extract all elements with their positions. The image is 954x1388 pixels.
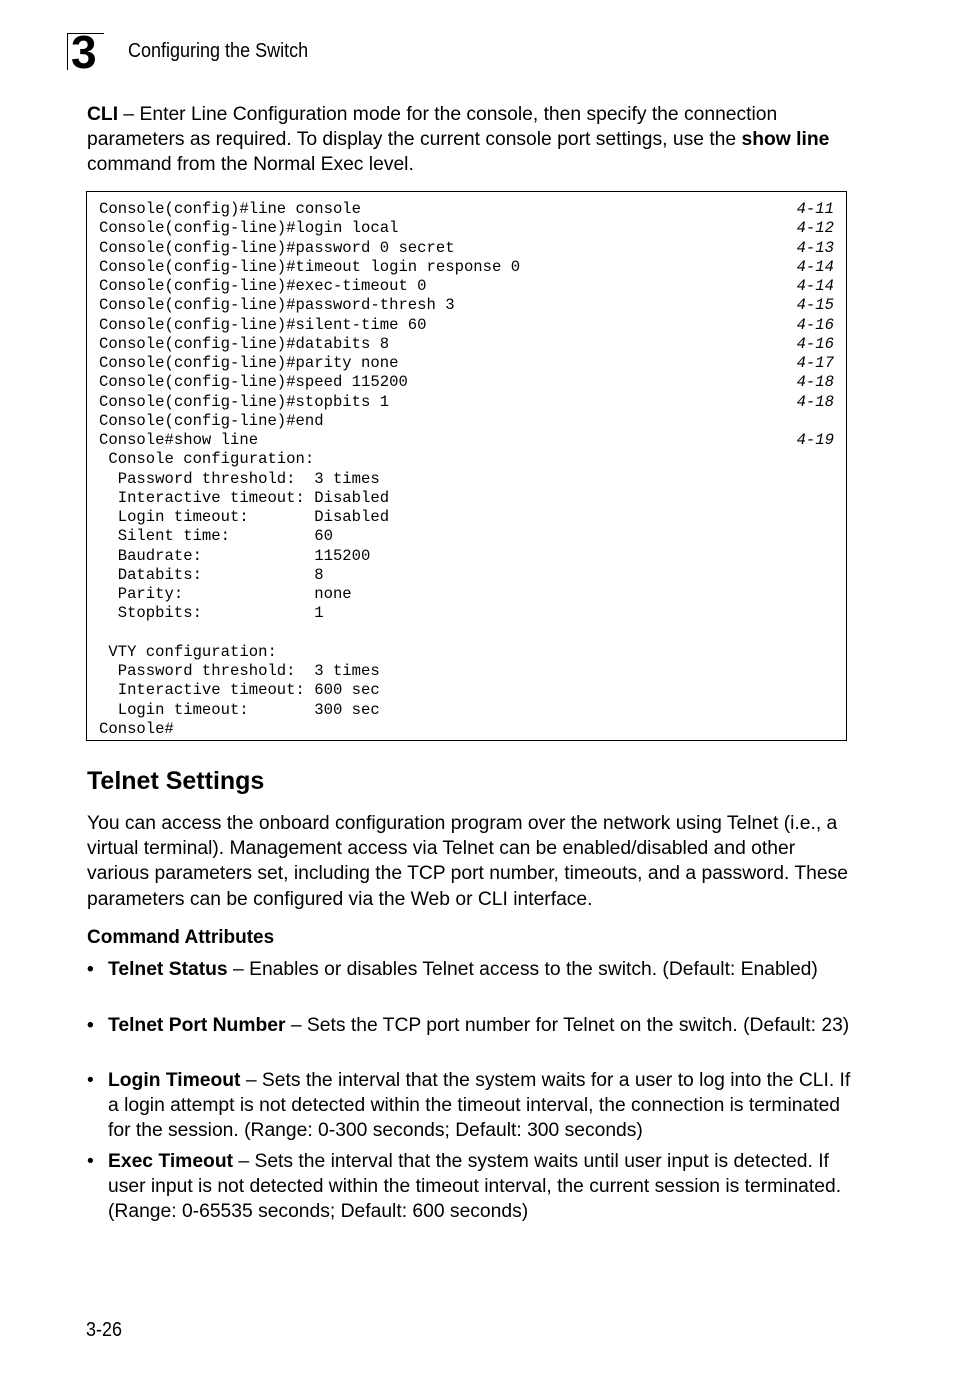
code-line	[99, 277, 834, 296]
code-text: Console(config-line)#login local	[99, 219, 399, 238]
bullet-marker: •	[87, 959, 94, 980]
code-text: Console#	[99, 719, 174, 738]
code-line	[99, 431, 834, 450]
intro-command: show line	[741, 129, 830, 151]
bullet-term: Exec Timeout	[108, 1151, 234, 1172]
page-number: 3-26	[86, 1319, 123, 1341]
code-line	[99, 624, 834, 643]
code-line	[99, 393, 834, 412]
code-line	[99, 412, 834, 431]
code-text: Console(config-line)#password 0 secret	[99, 238, 455, 257]
intro-paragraph	[87, 102, 857, 178]
code-page-reference: 4-16	[796, 315, 834, 334]
code-page-reference: 4-17	[796, 354, 834, 372]
code-line	[99, 643, 834, 662]
bullet-term: Login Timeout	[108, 1070, 241, 1091]
code-line	[99, 527, 834, 546]
code-page-reference: 4-19	[796, 431, 834, 449]
code-text: Console(config)#line console	[99, 200, 362, 218]
code-text: Console(config-line)#databits 8	[99, 334, 390, 353]
code-text: Interactive timeout: Disabled	[99, 488, 390, 507]
code-line	[99, 604, 834, 623]
code-page-reference: 4-13	[796, 238, 834, 257]
cli-example-box	[86, 191, 847, 741]
bullet-description: – Enables or disables Telnet access to the switch. (Default: Enabled)	[227, 959, 818, 980]
code-text: Baudrate: 115200	[99, 546, 371, 565]
code-line	[99, 200, 834, 219]
code-line	[99, 296, 834, 315]
code-page-reference: 4-12	[796, 219, 834, 238]
code-line	[99, 720, 834, 739]
section-paragraph: You can access the onboard configuration program over the network using Telnet (i.e., a virtual terminal). Management access via Telnet can be enabled/disabled and other various parameters set, including the TCP port number, timeouts, and a password. These parameters can be configured via the Web or CLI interface.	[87, 813, 848, 910]
attributes-heading: Command Attributes	[87, 927, 275, 948]
code-page-reference: 4-14	[796, 257, 834, 276]
code-text: Console(config-line)#password-thresh 3	[99, 296, 455, 315]
code-line	[99, 508, 834, 527]
code-line	[99, 335, 834, 354]
code-line	[99, 450, 834, 469]
code-text: Silent time: 60	[99, 527, 333, 546]
bullet-marker: •	[87, 1151, 94, 1172]
code-text: VTY configuration:	[99, 642, 277, 661]
code-line	[99, 239, 834, 258]
code-text: Console(config-line)#end	[99, 411, 324, 430]
code-text: Console(config-line)#stopbits 1	[99, 392, 390, 411]
code-line	[99, 489, 834, 508]
code-text: Password threshold: 3 times	[99, 469, 380, 488]
code-text: Parity: none	[99, 585, 352, 603]
code-text: Databits: 8	[99, 565, 324, 584]
code-text: Login timeout: 300 sec	[99, 700, 380, 719]
code-line	[99, 701, 834, 720]
bullet-marker: •	[87, 1015, 94, 1036]
code-page-reference: 4-15	[796, 296, 834, 315]
code-text: Console(config-line)#timeout login response 0	[99, 257, 521, 276]
code-line	[99, 258, 834, 277]
bullet-marker: •	[87, 1070, 94, 1091]
code-text: Interactive timeout: 600 sec	[99, 681, 380, 700]
code-text: Console(config-line)#speed 115200	[99, 373, 408, 392]
intro-text-2: command from the Normal Exec level.	[87, 154, 414, 176]
code-line	[99, 219, 834, 238]
code-line	[99, 547, 834, 566]
code-line	[99, 316, 834, 335]
section-title: Telnet Settings	[87, 767, 265, 795]
code-line	[99, 662, 834, 681]
code-text: Console(config-line)#silent-time 60	[99, 315, 427, 334]
code-text: Console(config-line)#exec-timeout 0	[99, 277, 427, 295]
intro-lead: CLI	[87, 104, 119, 125]
bullet-description: – Sets the interval that the system waits for a user to log into the CLI. If a login attempt is not detected within the timeout interval, the connection is terminated for the session. (Range: 0-300 seconds; Default: 300 seconds)	[108, 1070, 851, 1142]
code-page-reference: 4-18	[796, 373, 834, 392]
code-page-reference: 4-14	[796, 277, 834, 295]
code-page-reference: 4-18	[796, 392, 834, 411]
code-line	[99, 566, 834, 585]
code-line	[99, 373, 834, 392]
bullet-description: – Sets the interval that the system waits until user input is detected. If user input is not detected within the timeout interval, the current session is terminated. (Range: 0-65535 seconds; Default: 600 seconds)	[108, 1151, 842, 1223]
bullet-term: Telnet Status	[108, 959, 228, 980]
code-line	[99, 585, 834, 604]
bullet-description: – Sets the TCP port number for Telnet on the switch. (Default: 23)	[285, 1015, 850, 1036]
code-line	[99, 681, 834, 700]
intro-text-1: – Enter Line Configuration mode for the console, then specify the connection parameters as required. To display the current console port settings, use the	[87, 104, 778, 151]
code-text: Stopbits: 1	[99, 604, 324, 623]
code-text: Console(config-line)#parity none	[99, 354, 399, 372]
code-text: Login timeout: Disabled	[99, 508, 390, 526]
code-text: Console configuration:	[99, 450, 315, 469]
bullet-term: Telnet Port Number	[108, 1015, 286, 1036]
code-page-reference: 4-11	[796, 200, 834, 218]
code-text: Password threshold: 3 times	[99, 662, 380, 680]
chapter-number: 3	[71, 26, 96, 78]
running-head: Configuring the Switch	[128, 40, 309, 62]
code-line	[99, 470, 834, 489]
code-text: Console#show line	[99, 431, 259, 449]
code-page-reference: 4-16	[796, 334, 834, 353]
cli-example-lines	[99, 200, 834, 739]
code-line	[99, 354, 834, 373]
